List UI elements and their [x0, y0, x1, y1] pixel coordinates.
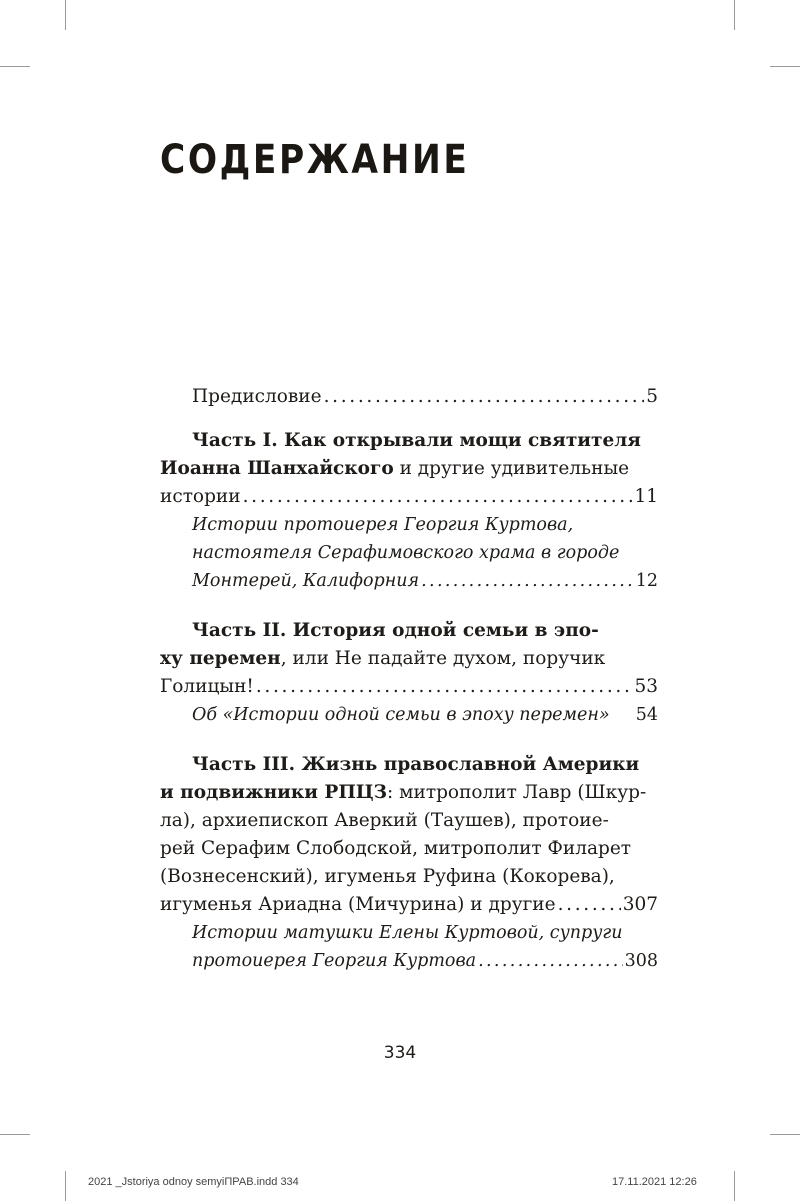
- toc-entry-part-2[interactable]: [160, 617, 658, 701]
- print-slug-filename: 2021 _Jstoriya odnoy semyiПРАВ.indd 334: [88, 1176, 299, 1188]
- crop-mark-bottom-left: [65, 1171, 66, 1201]
- page-number: 11: [634, 486, 658, 507]
- crop-mark-bottom-right: [734, 1171, 735, 1201]
- crop-mark-left-top: [0, 66, 30, 67]
- leader-dots: [256, 673, 633, 701]
- part-subtitle: и другие удивительные: [393, 458, 630, 479]
- page-title: СОДЕРЖАНИЕ: [160, 137, 470, 183]
- part-title: ху перемен: [160, 648, 281, 669]
- part-subtitle: : митрополит Лавр (Шкур-: [387, 782, 647, 803]
- subentry-text: Истории матушки Елены Куртовой, супруги: [192, 923, 623, 943]
- subentry-text: Об «Истории одной семьи в эпоху перемен»: [192, 705, 610, 725]
- toc-subentry-part-3[interactable]: [160, 919, 658, 975]
- subentry-text: Монтерей, Калифорния: [192, 571, 420, 591]
- page-folio: 334: [383, 1043, 417, 1063]
- crop-mark-right-bottom: [770, 1134, 800, 1135]
- toc-subentry-part-2[interactable]: [160, 701, 658, 729]
- leader-dots: [243, 483, 633, 511]
- toc-entry-preface[interactable]: [160, 383, 658, 411]
- part-subtitle: игуменья Ариадна (Мичурина) и другие: [160, 894, 556, 915]
- table-of-contents: [160, 383, 658, 975]
- crop-mark-left-bottom: [0, 1134, 30, 1135]
- part-subtitle: ла), архиепископ Аверкий (Таушев), протоие-: [160, 810, 609, 831]
- toc-entry-label: Предисловие: [192, 386, 322, 407]
- part-subtitle: рей Серафим Слободской, митрополит Филарет: [160, 838, 632, 859]
- part-title: Иоанна Шанхайского: [160, 458, 394, 479]
- leader-dots: [421, 567, 634, 595]
- page-number: 53: [634, 676, 658, 697]
- toc-entry-part-3[interactable]: [160, 751, 658, 919]
- toc-entry-part-1[interactable]: [160, 427, 658, 511]
- part-subtitle: , или Не падайте духом, поручик: [280, 648, 606, 669]
- page-number: 308: [624, 951, 658, 971]
- subentry-text: настоятеля Серафимовского храма в городе: [192, 543, 620, 563]
- print-slug-datetime: 17.11.2021 12:26: [612, 1176, 697, 1188]
- part-title: Часть I. Как открывали мощи святителя: [192, 430, 641, 451]
- crop-mark-right-top: [770, 66, 800, 67]
- part-title: Часть III. Жизнь православной Америки: [192, 754, 640, 775]
- page-number: 307: [622, 894, 658, 915]
- page-number: 12: [635, 571, 658, 591]
- leader-dots: [324, 383, 645, 411]
- part-title: Часть II. История одной семьи в эпо-: [192, 620, 599, 641]
- leader-dots: [478, 947, 623, 975]
- part-subtitle: Голицын!: [160, 676, 254, 697]
- part-subtitle: (Вознесенский), игуменья Руфина (Кокорева),: [160, 866, 615, 887]
- part-title: и подвижники РПЦЗ: [160, 782, 388, 803]
- crop-mark-top-left: [65, 0, 66, 30]
- leader-dots: [558, 891, 621, 919]
- crop-mark-top-right: [734, 0, 735, 30]
- toc-subentry-part-1[interactable]: [160, 511, 658, 595]
- page-number: 54: [635, 705, 658, 725]
- part-subtitle: истории: [160, 486, 241, 507]
- subentry-text: протоиерея Георгия Куртова: [192, 951, 477, 971]
- subentry-text: Истории протоиерея Георгия Куртова,: [192, 515, 574, 535]
- page-number: 5: [646, 386, 658, 407]
